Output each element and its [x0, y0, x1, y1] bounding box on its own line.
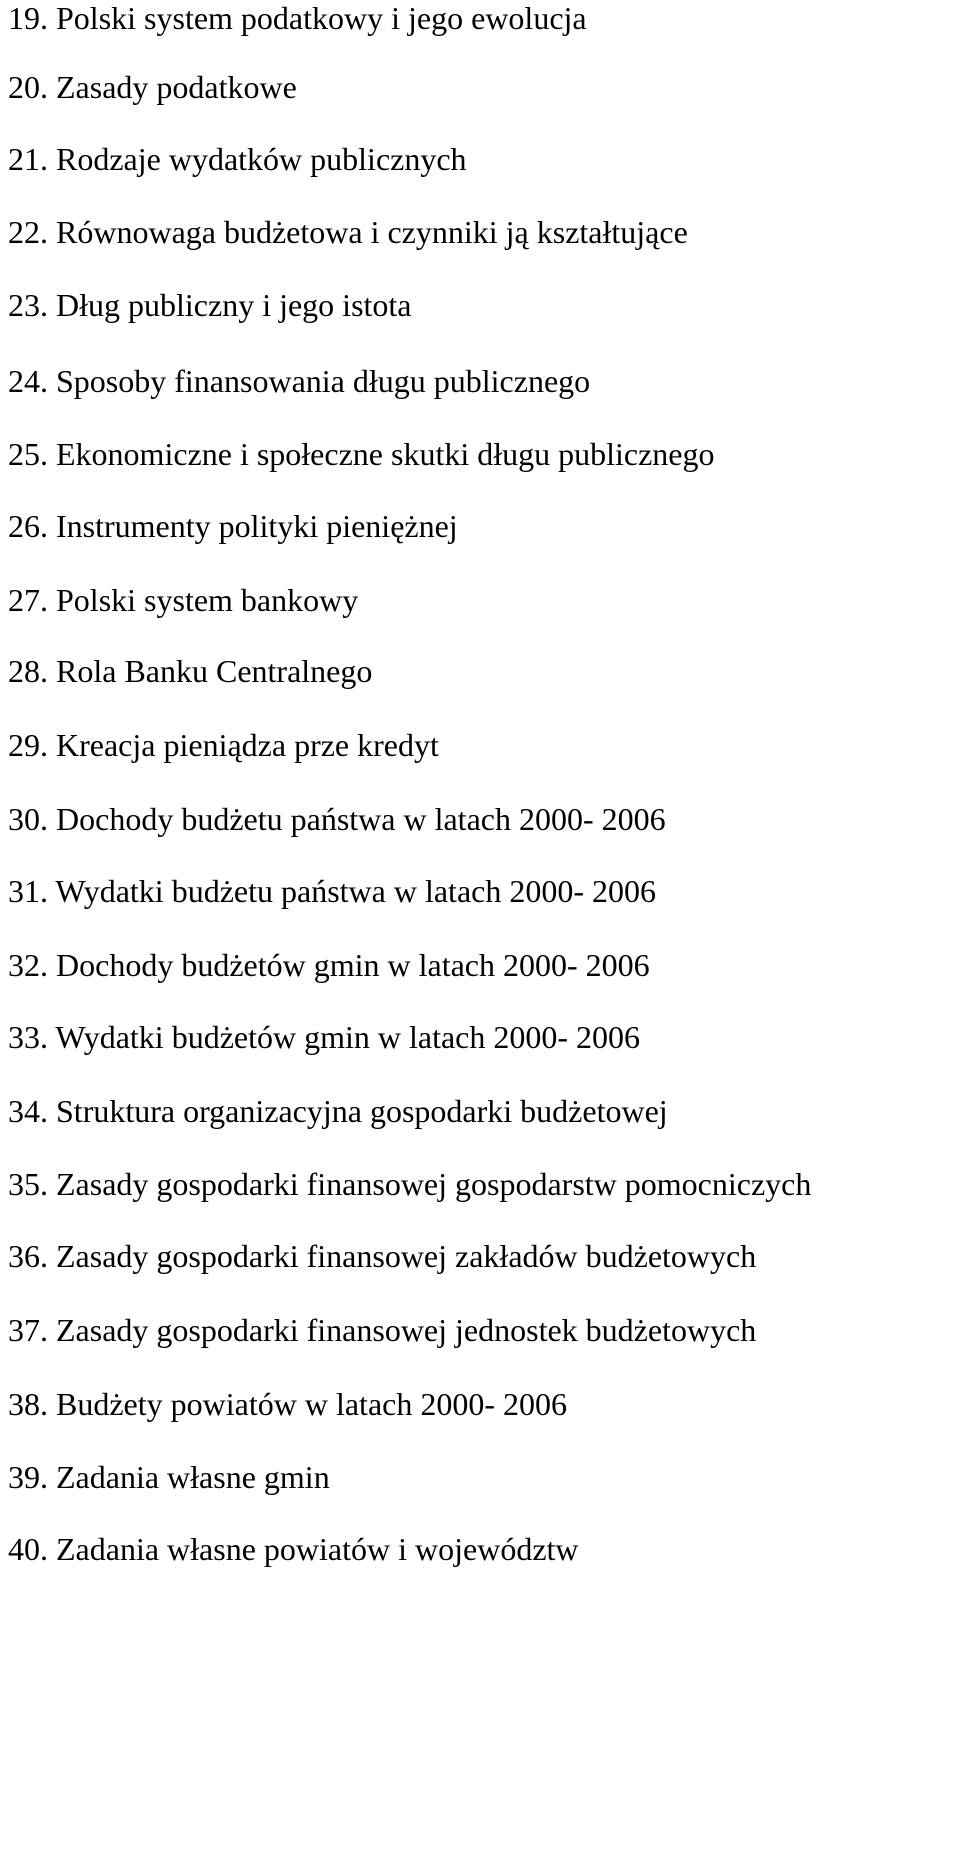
list-item: 31. Wydatki budżetu państwa w latach 2000- 2006: [8, 873, 656, 909]
list-item: 36. Zasady gospodarki finansowej zakładów budżetowych: [8, 1238, 757, 1274]
list-item: 34. Struktura organizacyjna gospodarki budżetowej: [8, 1093, 668, 1129]
list-item: 24. Sposoby finansowania długu publicznego: [8, 363, 591, 399]
list-item: 28. Rola Banku Centralnego: [8, 653, 373, 689]
list-item: 26. Instrumenty polityki pieniężnej: [8, 508, 458, 544]
list-item: 30. Dochody budżetu państwa w latach 2000- 2006: [8, 801, 666, 837]
list-item: 19. Polski system podatkowy i jego ewolucja: [8, 0, 587, 36]
list-item: 40. Zadania własne powiatów i województw: [8, 1531, 579, 1567]
list-item: 32. Dochody budżetów gmin w latach 2000- 2006: [8, 947, 650, 983]
list-item: 21. Rodzaje wydatków publicznych: [8, 141, 467, 177]
list-item: 29. Kreacja pieniądza prze kredyt: [8, 727, 439, 763]
list-item: 33. Wydatki budżetów gmin w latach 2000- 2006: [8, 1019, 641, 1055]
list-item: 38. Budżety powiatów w latach 2000- 2006: [8, 1386, 567, 1422]
list-item: 23. Dług publiczny i jego istota: [8, 287, 412, 323]
list-item: 25. Ekonomiczne i społeczne skutki długu publicznego: [8, 436, 715, 472]
list-item: 35. Zasady gospodarki finansowej gospodarstw pomocniczych: [8, 1166, 812, 1202]
list-item: 39. Zadania własne gmin: [8, 1459, 330, 1495]
list-item: 22. Równowaga budżetowa i czynniki ją kształtujące: [8, 214, 688, 250]
list-item: 20. Zasady podatkowe: [8, 69, 297, 105]
list-item: 27. Polski system bankowy: [8, 582, 359, 618]
list-item: 37. Zasady gospodarki finansowej jednostek budżetowych: [8, 1312, 757, 1348]
